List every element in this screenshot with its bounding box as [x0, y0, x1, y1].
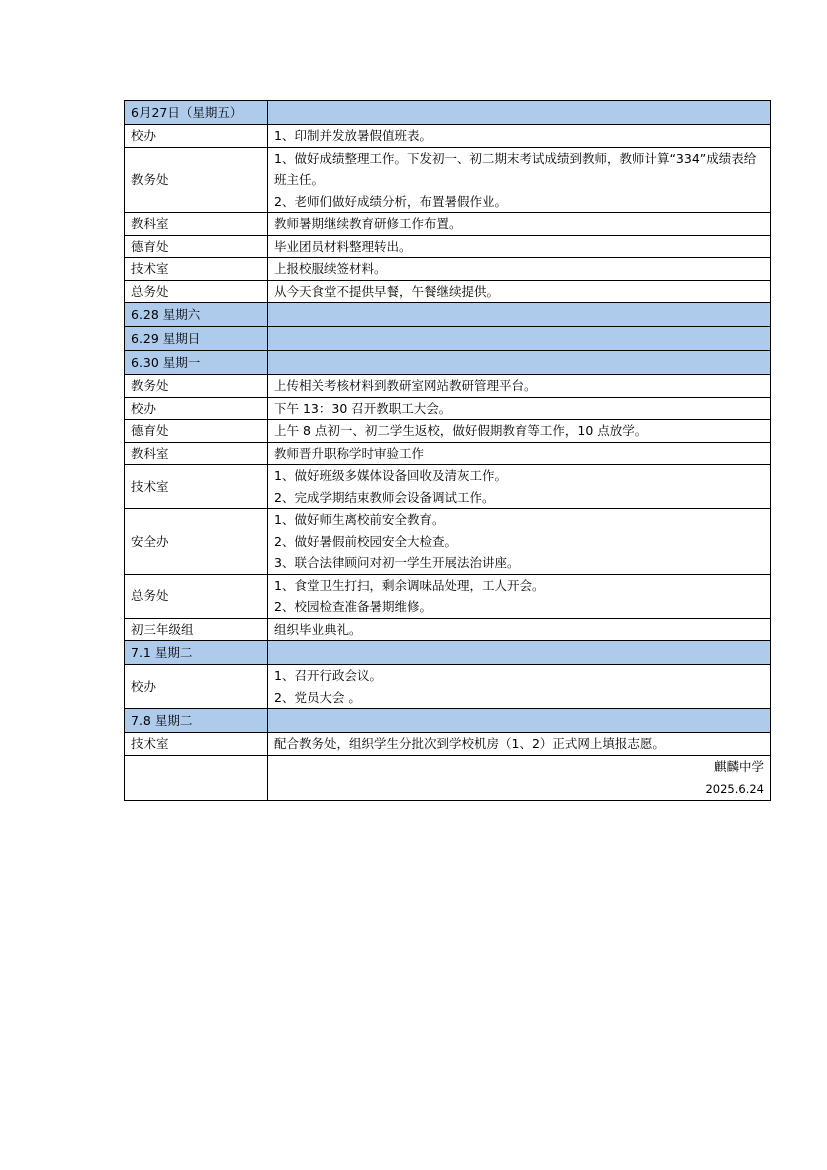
task-cell	[268, 147, 771, 213]
date-header: 6.29 星期日	[125, 327, 268, 351]
department-cell: 校办	[125, 397, 268, 420]
task-line: 毕业团员材料整理转出。	[274, 238, 412, 254]
date-header: 6月27日（星期五）	[125, 101, 268, 125]
task-cell	[268, 733, 771, 756]
date-header-blank	[268, 641, 771, 665]
department-cell: 技术室	[125, 465, 268, 509]
task-line: 从今天食堂不提供早餐，午餐继续提供。	[274, 283, 500, 299]
task-line: 组织毕业典礼。	[274, 621, 362, 637]
task-cell	[268, 420, 771, 443]
issue-date: 2025.6.24	[705, 781, 764, 796]
date-header-blank	[268, 351, 771, 375]
department-cell: 教务处	[125, 375, 268, 398]
task-cell	[268, 213, 771, 236]
department-cell: 初三年级组	[125, 618, 268, 641]
task-cell	[268, 235, 771, 258]
date-header-row	[125, 351, 771, 375]
table-row	[125, 125, 771, 148]
task-line: 2、党员大会 。	[274, 689, 361, 705]
department-cell: 教务处	[125, 147, 268, 213]
signature-cell	[268, 755, 771, 800]
date-header-blank	[268, 327, 771, 351]
task-line: 上传相关考核材料到教研室网站教研管理平台。	[274, 378, 537, 393]
task-line: 教师晋升职称学时审验工作	[274, 445, 425, 461]
table-row	[125, 733, 771, 756]
task-line: 1、食堂卫生打扫，剩余调味品处理，工人开会。	[274, 577, 545, 593]
date-header-row	[125, 327, 771, 351]
task-line: 1、召开行政会议。	[274, 668, 382, 683]
date-header-row	[125, 641, 771, 665]
table-row	[125, 665, 771, 709]
department-cell: 德育处	[125, 420, 268, 443]
task-cell	[268, 618, 771, 641]
table-row	[125, 213, 771, 236]
table-row	[125, 235, 771, 258]
date-header: 7.1 星期二	[125, 641, 268, 665]
date-header-row	[125, 303, 771, 327]
table-row	[125, 147, 771, 213]
task-line: 教师暑期继续教育研修工作布置。	[274, 216, 462, 231]
date-header: 6.28 星期六	[125, 303, 268, 327]
department-cell: 校办	[125, 125, 268, 148]
date-header-row	[125, 101, 771, 125]
table-row	[125, 574, 771, 618]
table-row	[125, 465, 771, 509]
task-cell	[268, 465, 771, 509]
table-row	[125, 375, 771, 398]
task-cell	[268, 665, 771, 709]
table-row	[125, 397, 771, 420]
task-cell	[268, 280, 771, 303]
task-cell	[268, 125, 771, 148]
date-header-blank	[268, 709, 771, 733]
table-row	[125, 442, 771, 465]
school-name: 麒麟中学	[713, 758, 764, 774]
department-cell: 安全办	[125, 509, 268, 575]
department-cell: 总务处	[125, 280, 268, 303]
task-cell	[268, 442, 771, 465]
task-line: 2、校园检查准备暑期维修。	[274, 599, 432, 614]
task-cell	[268, 397, 771, 420]
table-row	[125, 420, 771, 443]
table-row	[125, 258, 771, 281]
date-header: 6.30 星期一	[125, 351, 268, 375]
task-cell	[268, 574, 771, 618]
task-cell	[268, 509, 771, 575]
schedule-table	[124, 100, 771, 801]
table-row	[125, 509, 771, 575]
task-cell	[268, 375, 771, 398]
task-line: 上午 8 点初一、初二学生返校，做好假期教育等工作，10 点放学。	[274, 423, 648, 438]
date-header-blank	[268, 303, 771, 327]
task-line: 配合教务处，组织学生分批次到学校机房（1、2）正式网上填报志愿。	[274, 736, 665, 751]
department-cell: 总务处	[125, 574, 268, 618]
task-line: 下午 13：30 召开教职工大会。	[274, 400, 452, 416]
department-cell: 教科室	[125, 442, 268, 465]
task-line: 上报校服续签材料。	[274, 261, 387, 276]
date-header-row	[125, 709, 771, 733]
date-header: 7.8 星期二	[125, 709, 268, 733]
signature-blank	[125, 755, 268, 800]
department-cell: 教科室	[125, 213, 268, 236]
task-line: 3、联合法律顾问对初一学生开展法治讲座。	[274, 555, 520, 570]
task-line: 1、做好师生离校前安全教育。	[274, 512, 445, 527]
signature-row	[125, 755, 771, 800]
task-line: 1、印制并发放暑假值班表。	[274, 128, 432, 143]
department-cell: 技术室	[125, 733, 268, 756]
task-line: 1、做好班级多媒体设备回收及清灰工作。	[274, 468, 507, 483]
date-header-blank	[268, 101, 771, 125]
department-cell: 技术室	[125, 258, 268, 281]
task-line: 2、完成学期结束教师会设备调试工作。	[274, 489, 495, 505]
department-cell: 德育处	[125, 235, 268, 258]
department-cell: 校办	[125, 665, 268, 709]
task-cell	[268, 258, 771, 281]
task-line: 2、做好暑假前校园安全大检查。	[274, 533, 457, 549]
task-line: 1、做好成绩整理工作。下发初一、初二期末考试成绩到教师，教师计算“334”成绩表给班主任。	[274, 150, 757, 187]
task-line: 2、老师们做好成绩分析，布置暑假作业。	[274, 193, 507, 209]
table-row	[125, 280, 771, 303]
table-row	[125, 618, 771, 641]
